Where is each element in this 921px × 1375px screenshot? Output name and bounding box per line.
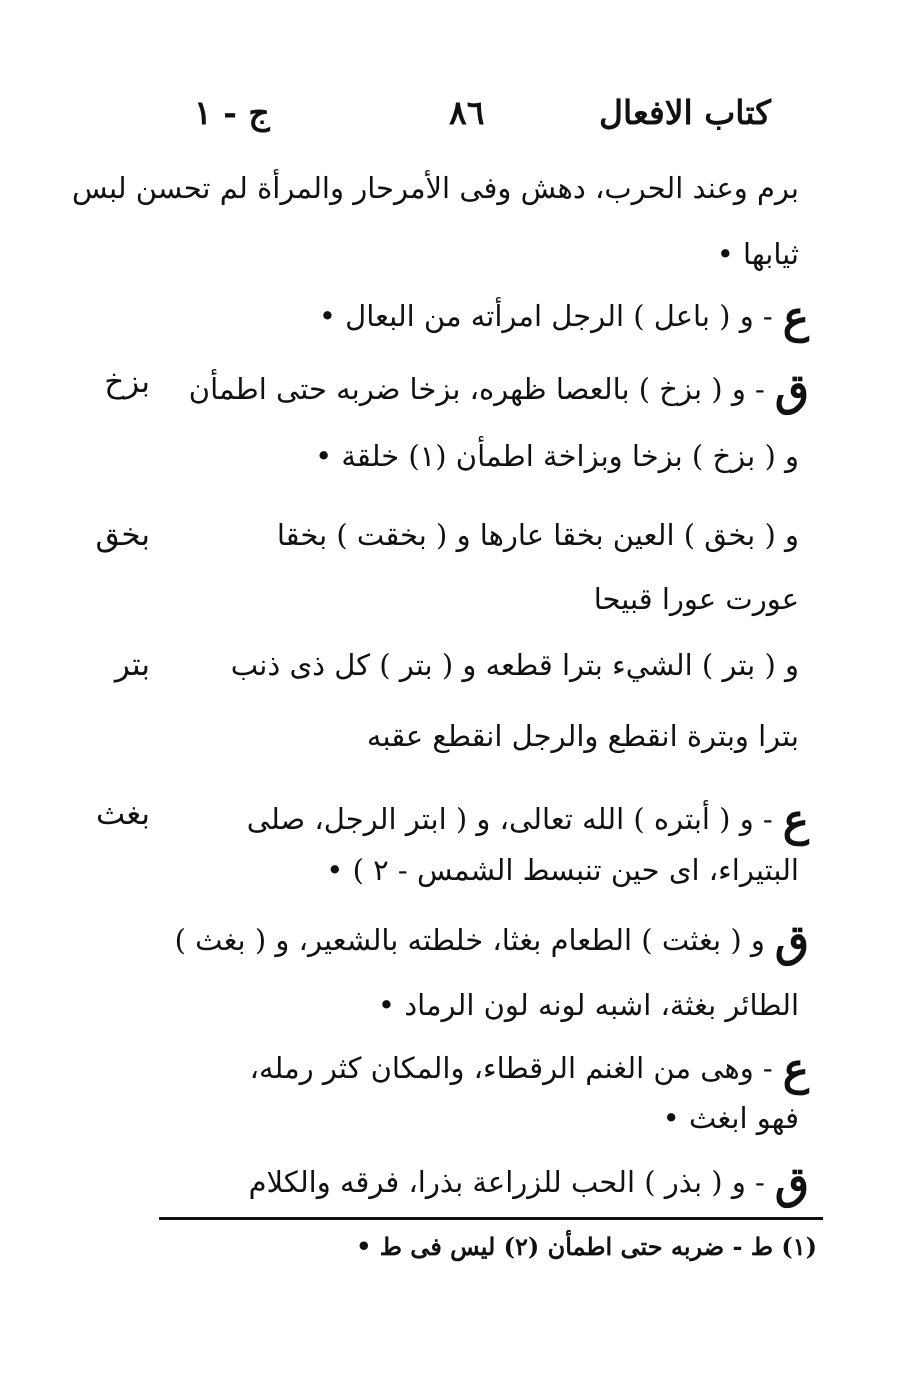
margin-root-word: بغث <box>95 796 150 832</box>
entry-marker: ق <box>774 365 809 416</box>
entry-marker: ق <box>774 916 809 967</box>
text-line <box>593 582 809 616</box>
line-text: برم وعند الحرب، دهش وفى الأمرحار والمرأة لم تحسن لبس <box>71 171 799 205</box>
volume-label: ج - ١ <box>194 93 270 132</box>
text-line <box>366 719 809 753</box>
text-line <box>662 1101 809 1135</box>
line-text: ثيابها • <box>716 237 799 271</box>
line-text: فهو ابغث • <box>662 1101 799 1135</box>
running-title: كتاب الافعال <box>599 93 771 132</box>
text-line <box>377 988 809 1022</box>
margin-root-word: بتر <box>114 647 150 683</box>
footnote-divider <box>159 1217 823 1220</box>
line-text: الطائر بغثة، اشبه لونه لون الرماد • <box>377 988 799 1022</box>
line-text: عورت عورا قبيحا <box>593 582 799 616</box>
line-text: - و ( بذر ) الحب للزراعة بذرا، فرقه والكلام <box>248 1165 765 1199</box>
margin-root-word: بزخ <box>104 364 150 400</box>
line-text: و ( بزخ ) بزخا وبزاخة اطمأن (١) خلقة • <box>315 439 799 473</box>
text-line <box>174 916 809 967</box>
line-text: البتيراء، اى حين تنبسط الشمس - ٢ ) • <box>326 853 799 887</box>
text-line <box>249 1044 809 1095</box>
text-line <box>71 171 809 205</box>
line-text: - و ( بزخ ) بالعصا ظهره، بزخا ضربه حتى اطمأن <box>188 372 765 406</box>
text-line <box>188 365 809 416</box>
line-text: و ( بغثت ) الطعام بغثا، خلطته بالشعير، و ( بغث ) <box>174 923 765 957</box>
line-text: بترا وبترة انقطع والرجل انقطع عقبه <box>366 719 799 753</box>
text-line <box>326 853 809 887</box>
line-text: و ( بتر ) الشيء بترا قطعه و ( بتر ) كل ذى ذنب <box>230 648 799 682</box>
text-line <box>246 795 809 846</box>
line-text: - وهى من الغنم الرقطاء، والمكان كثر رمله، <box>249 1051 773 1085</box>
text-line <box>716 237 809 271</box>
entry-marker: ع <box>782 795 809 846</box>
text-line <box>248 1158 809 1209</box>
footnote: (١) ط - ضربه حتى اطمأن (٢) ليس فى ط • <box>356 1232 817 1261</box>
text-line <box>318 292 809 343</box>
text-line <box>276 518 809 552</box>
entry-marker: ع <box>782 292 809 343</box>
line-text: و ( بخق ) العين بخقا عارها و ( بخقت ) بخقا <box>276 518 799 552</box>
text-line <box>230 648 809 682</box>
line-text: - و ( أبتره ) الله تعالى، و ( ابتر الرجل، صلى <box>246 802 773 836</box>
margin-root-word: بخق <box>95 517 150 553</box>
entry-marker: ق <box>774 1158 809 1209</box>
entry-marker: ع <box>782 1044 809 1095</box>
text-line <box>315 439 809 473</box>
line-text: - و ( باعل ) الرجل امرأته من البعال • <box>318 299 773 333</box>
page-number: ٨٦ <box>449 93 485 132</box>
